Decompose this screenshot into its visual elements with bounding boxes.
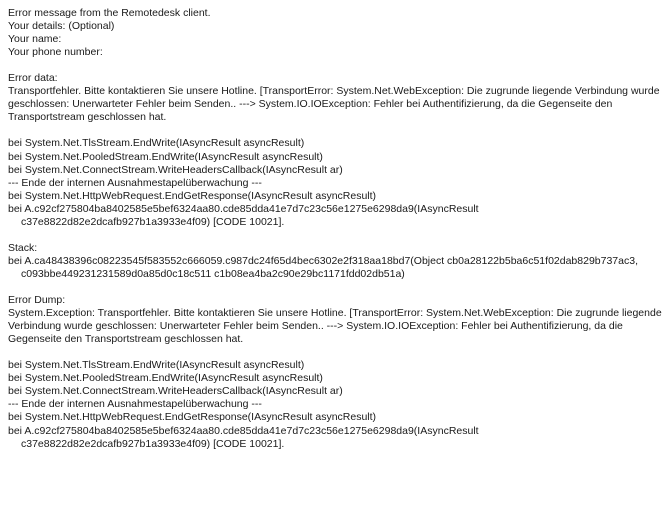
stack-trace-line: bei System.Net.PooledStream.EndWrite(IAsyncResult asyncResult) [8,150,323,163]
stack-trace-line: bei System.Net.HttpWebRequest.EndGetResponse(IAsyncResult asyncResult) [8,411,377,424]
stack-trace-line: bei System.Net.TlsStream.EndWrite(IAsyncResult asyncResult) [8,359,305,372]
section-gap [8,229,666,242]
report-title: Error message from the Remotedesk client. [8,7,211,19]
stack-trace-line: bei A.c92cf275804ba8402585e5bef6324aa80.cde85dda41e7d7c23c56e1275e6298da9(IAsyncResult c37e8822d82e2dcafb927b1a3933e4f09) [CODE 10021]. [8,202,482,228]
stack-trace-line: bei System.Net.HttpWebRequest.EndGetResponse(IAsyncResult asyncResult) [8,189,377,202]
stack-trace-line: --- Ende der internen Ausnahmestapelüberwachung --- [8,176,262,189]
section-gap [8,59,666,72]
section-heading-error-dump: Error Dump: [8,294,66,307]
section-gap [8,124,666,137]
section-paragraph-error-dump: System.Exception: Transportfehler. Bitte kontaktieren Sie unsere Hotline. [TransportError: System.Net.WebException: Die zugrunde liegende Verbindung wurde geschlossen: Unerwarteter Fehler beim Senden.. ---> System.IO.IOException: Fehler bei Authentifizierung, da die Gegenseite den Transportstream geschlossen hat. [8,307,662,346]
section-heading-error-data: Error data: [8,72,58,85]
stack-trace-line: bei System.Net.ConnectStream.WriteHeadersCallback(IAsyncResult ar) [8,163,343,176]
section-heading-stack: Stack: [8,241,38,254]
section-gap [8,346,666,359]
field-your-phone-number: Your phone number: [8,46,103,59]
stack-trace-line: bei A.c92cf275804ba8402585e5bef6324aa80.cde85dda41e7d7c23c56e1275e6298da9(IAsyncResult c37e8822d82e2dcafb927b1a3933e4f09) [CODE 10021]. [8,424,482,450]
section-paragraph-error-data: Transportfehler. Bitte kontaktieren Sie unsere Hotline. [TransportError: System.Net.WebException: Die zugrunde liegende Verbindung wurde geschlossen: Unerwarteter Fehler beim Senden.. ---> System.IO.IOException: Fehler bei Authentifizierung, da die Gegenseite den Transportstream geschlossen hat. [8,85,660,124]
field-your-name: Your name: [8,33,62,46]
field-your-details: Your details: (Optional) [8,20,115,33]
stack-trace-line: --- Ende der internen Ausnahmestapelüberwachung --- [8,398,262,411]
stack-trace-line: bei System.Net.TlsStream.EndWrite(IAsyncResult asyncResult) [8,137,305,150]
stack-trace-line: bei A.ca48438396c08223545f583552c666059.c987dc24f65d4bec6302e2f318aa18bd7(Object cb0a28122b5ba6c51f02dab829b737ac3, c093bbe449231231589d0a85d0c18c511 c1b08ea4ba2c90e29bc1171fdd02db51a) [8,254,641,280]
stack-trace-line: bei System.Net.PooledStream.EndWrite(IAsyncResult asyncResult) [8,372,323,385]
section-gap [8,281,666,294]
stack-trace-line: bei System.Net.ConnectStream.WriteHeadersCallback(IAsyncResult ar) [8,385,343,398]
